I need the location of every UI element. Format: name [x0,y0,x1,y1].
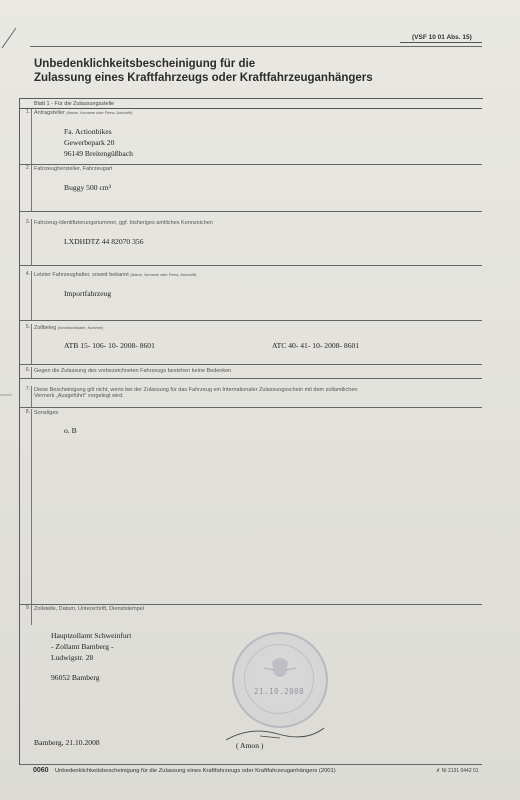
field-number: 1. [19,109,32,165]
field-label: Antragsteller (Name, Vorname oder Firma, Anschrift) [34,110,133,116]
stamp-date: 21.10.2008 [254,687,305,696]
field-number: 6. [19,367,32,379]
field-label: Sonstiges [34,410,59,416]
field-label: Fahrzeug-Identifizierungsnummer, ggf. bisheriges amtliches Kennzeichen [34,220,213,226]
customs-doc-1: ATB 15- 106- 10- 2008- 8601 [64,341,155,350]
office-sub: - Zollamt Bamberg - [51,642,114,651]
office-city: 96052 Bamberg [51,673,100,682]
form-code: (VSF 10 01 Abs. 15) [412,34,472,41]
field-number: 7. [19,386,32,408]
field-no-objection [19,367,482,379]
vin-value: LXDHDTZ 44 82070 356 [64,237,144,246]
footer-title: Unbedenklichkeitsbescheinigung für die Zulassung eines Kraftfahrzeugs oder Kraftfahrzeuganhängers (2001) [55,768,336,774]
eagle-emblem-icon [234,634,326,726]
office-street: Ludwigstr. 28 [51,653,94,662]
field-validity-note [19,386,482,408]
misc-value: o. B [64,426,77,435]
applicant-name: Fa. Actionbikes [64,127,112,136]
signer-name: ( Amon ) [236,741,264,750]
field-number: 8. [19,409,32,605]
field-label: Letzter Fahrzeughalter, soweit bekannt (Name, Vorname oder Firma, Anschrift) [34,272,197,278]
customs-doc-2: ATC 40- 41- 10- 2008- 8601 [272,341,360,350]
vehicle-type: Buggy 500 cm³ [64,183,111,192]
document-title [34,57,484,85]
field-label: Gegen die Zulassung des vorbezeichneten Fahrzeugs bestehen keine Bedenken. [34,368,233,374]
field-label: Zollstelle, Datum, Unterschrift, Dienststempel [34,606,145,612]
last-owner-value: Importfahrzeug [64,289,112,298]
field-number: 4. [19,271,32,321]
footer-ni-code: ✗ NI 2131 0442 01 [436,768,479,774]
applicant-street: Gewerbepark 20 [64,138,115,147]
field-number: 3. [19,219,32,266]
blatt-label: Blatt 1 - Für die Zulassungsstelle [34,101,115,107]
place-date: Bamberg, 21.10.2008 [34,738,100,747]
top-rule [30,46,482,47]
office-name: Hauptzollamt Schweinfurt [51,631,132,640]
footer-rule [19,764,482,765]
title-line-1: Unbedenklichkeitsbescheinigung für die [34,58,256,70]
field-misc [19,409,482,605]
footer-form-number: 0060 [33,767,49,774]
field-label: Fahrzeughersteller, Fahrzeugart [34,166,113,172]
field-label: Zollbeleg (Kennbuchstabe, Nummer) [34,325,104,331]
field-number: 9. [19,605,32,625]
applicant-city: 96149 Breitengüßbach [64,149,133,158]
field-number: 2. [19,165,32,212]
official-stamp [232,632,328,728]
form-code-underline [400,42,482,43]
field-label: Diese Bescheinigung gilt nicht, wenn bei der Zulassung für das Fahrzeug ein Internationaler Zulassungsschein mit dem zollamtlichen Vermerk „Ausgeführt" vorgelegt wird. [34,387,358,399]
field-number: 5. [19,324,32,365]
title-line-2: Zulassung eines Kraftfahrzeugs oder Kraftfahrzeuganhängers [34,72,373,84]
